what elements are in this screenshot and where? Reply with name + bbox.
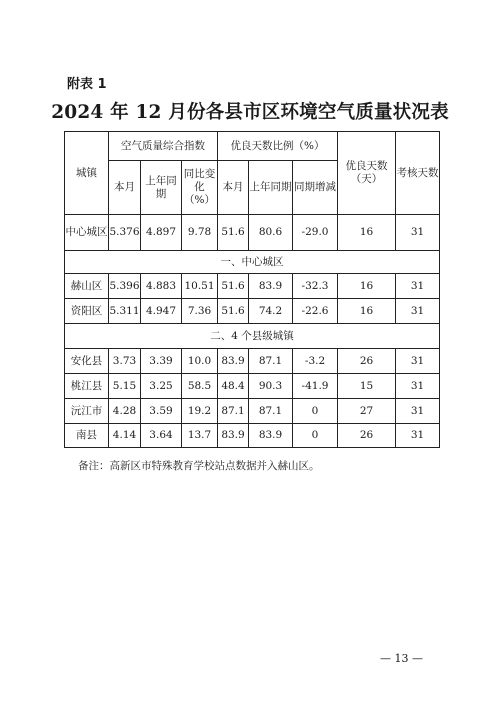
cell: 31 bbox=[396, 215, 440, 251]
cell-town: 安化县 bbox=[65, 349, 109, 374]
cell: 83.9 bbox=[249, 274, 293, 299]
cell: 83.9 bbox=[249, 424, 293, 448]
header-assessed-days: 考核天数 bbox=[396, 132, 440, 215]
cell: 3.73 bbox=[109, 349, 141, 374]
cell: 15 bbox=[338, 374, 396, 399]
cell: 16 bbox=[338, 215, 396, 251]
cell: 87.1 bbox=[218, 399, 249, 424]
header-aqi-current: 本月 bbox=[109, 161, 141, 215]
cell: 5.311 bbox=[109, 299, 141, 324]
cell: 10.0 bbox=[182, 349, 218, 374]
cell: -32.3 bbox=[293, 274, 338, 299]
cell: 7.36 bbox=[182, 299, 218, 324]
header-ratio-last-year: 上年同期 bbox=[249, 161, 293, 215]
table-row bbox=[65, 299, 440, 324]
table-row bbox=[65, 374, 440, 399]
table-row bbox=[65, 424, 440, 448]
cell: 4.14 bbox=[109, 424, 141, 448]
cell: 5.396 bbox=[109, 274, 141, 299]
cell: 31 bbox=[396, 349, 440, 374]
table-note: 备注：高新区市特殊教育学校站点数据并入赫山区。 bbox=[78, 460, 320, 472]
cell: 51.6 bbox=[218, 215, 249, 251]
cell: 74.2 bbox=[249, 299, 293, 324]
cell: 9.78 bbox=[182, 215, 218, 251]
cell: -41.9 bbox=[293, 374, 338, 399]
header-aqi-group: 空气质量综合指数 bbox=[109, 132, 218, 161]
cell-town: 南县 bbox=[65, 424, 109, 448]
cell: 10.51 bbox=[182, 274, 218, 299]
cell: 31 bbox=[396, 274, 440, 299]
cell: 3.64 bbox=[141, 424, 182, 448]
header-ratio-current: 本月 bbox=[218, 161, 249, 215]
cell: -3.2 bbox=[293, 349, 338, 374]
cell: 31 bbox=[396, 424, 440, 448]
appendix-label: 附表 1 bbox=[67, 77, 107, 92]
cell: 16 bbox=[338, 299, 396, 324]
cell: 87.1 bbox=[249, 349, 293, 374]
cell: 87.1 bbox=[249, 399, 293, 424]
cell: 31 bbox=[396, 399, 440, 424]
cell-town: 资阳区 bbox=[65, 299, 109, 324]
header-aqi-change: 同比变化（%） bbox=[182, 161, 218, 215]
cell: 4.883 bbox=[141, 274, 182, 299]
header-good-ratio-group: 优良天数比例（%） bbox=[218, 132, 338, 161]
cell: -22.6 bbox=[293, 299, 338, 324]
cell-town: 中心城区 bbox=[65, 215, 109, 251]
cell: 0 bbox=[293, 424, 338, 448]
section-header: 二、4 个县级城镇 bbox=[65, 324, 440, 349]
cell: -29.0 bbox=[293, 215, 338, 251]
page-title: 2024 年 12 月份各县市区环境空气质量状况表 bbox=[51, 102, 449, 123]
table-row bbox=[65, 274, 440, 299]
cell: 31 bbox=[396, 374, 440, 399]
cell: 83.9 bbox=[218, 424, 249, 448]
cell: 90.3 bbox=[249, 374, 293, 399]
table-row bbox=[65, 399, 440, 424]
cell-town: 沅江市 bbox=[65, 399, 109, 424]
header-town: 城镇 bbox=[65, 132, 109, 215]
cell: 51.6 bbox=[218, 274, 249, 299]
cell: 4.947 bbox=[141, 299, 182, 324]
cell: 4.28 bbox=[109, 399, 141, 424]
cell: 83.9 bbox=[218, 349, 249, 374]
cell: 16 bbox=[338, 274, 396, 299]
section-header: 一、中心城区 bbox=[65, 251, 440, 274]
cell: 0 bbox=[293, 399, 338, 424]
header-ratio-change: 同期增减 bbox=[293, 161, 338, 215]
cell: 13.7 bbox=[182, 424, 218, 448]
air-quality-table bbox=[64, 131, 440, 448]
cell: 5.376 bbox=[109, 215, 141, 251]
cell: 51.6 bbox=[218, 299, 249, 324]
cell: 27 bbox=[338, 399, 396, 424]
cell-town: 赫山区 bbox=[65, 274, 109, 299]
cell: 3.25 bbox=[141, 374, 182, 399]
cell: 3.39 bbox=[141, 349, 182, 374]
cell: 26 bbox=[338, 424, 396, 448]
header-aqi-last-year: 上年同期 bbox=[141, 161, 182, 215]
cell: 58.5 bbox=[182, 374, 218, 399]
cell: 26 bbox=[338, 349, 396, 374]
cell: 80.6 bbox=[249, 215, 293, 251]
header-good-days: 优良天数（天） bbox=[338, 132, 396, 215]
table-row bbox=[65, 215, 440, 251]
cell: 3.59 bbox=[141, 399, 182, 424]
page-number: — 13 — bbox=[380, 652, 423, 665]
cell: 31 bbox=[396, 299, 440, 324]
cell-town: 桃江县 bbox=[65, 374, 109, 399]
table-row bbox=[65, 349, 440, 374]
cell: 19.2 bbox=[182, 399, 218, 424]
cell: 4.897 bbox=[141, 215, 182, 251]
cell: 5.15 bbox=[109, 374, 141, 399]
cell: 48.4 bbox=[218, 374, 249, 399]
